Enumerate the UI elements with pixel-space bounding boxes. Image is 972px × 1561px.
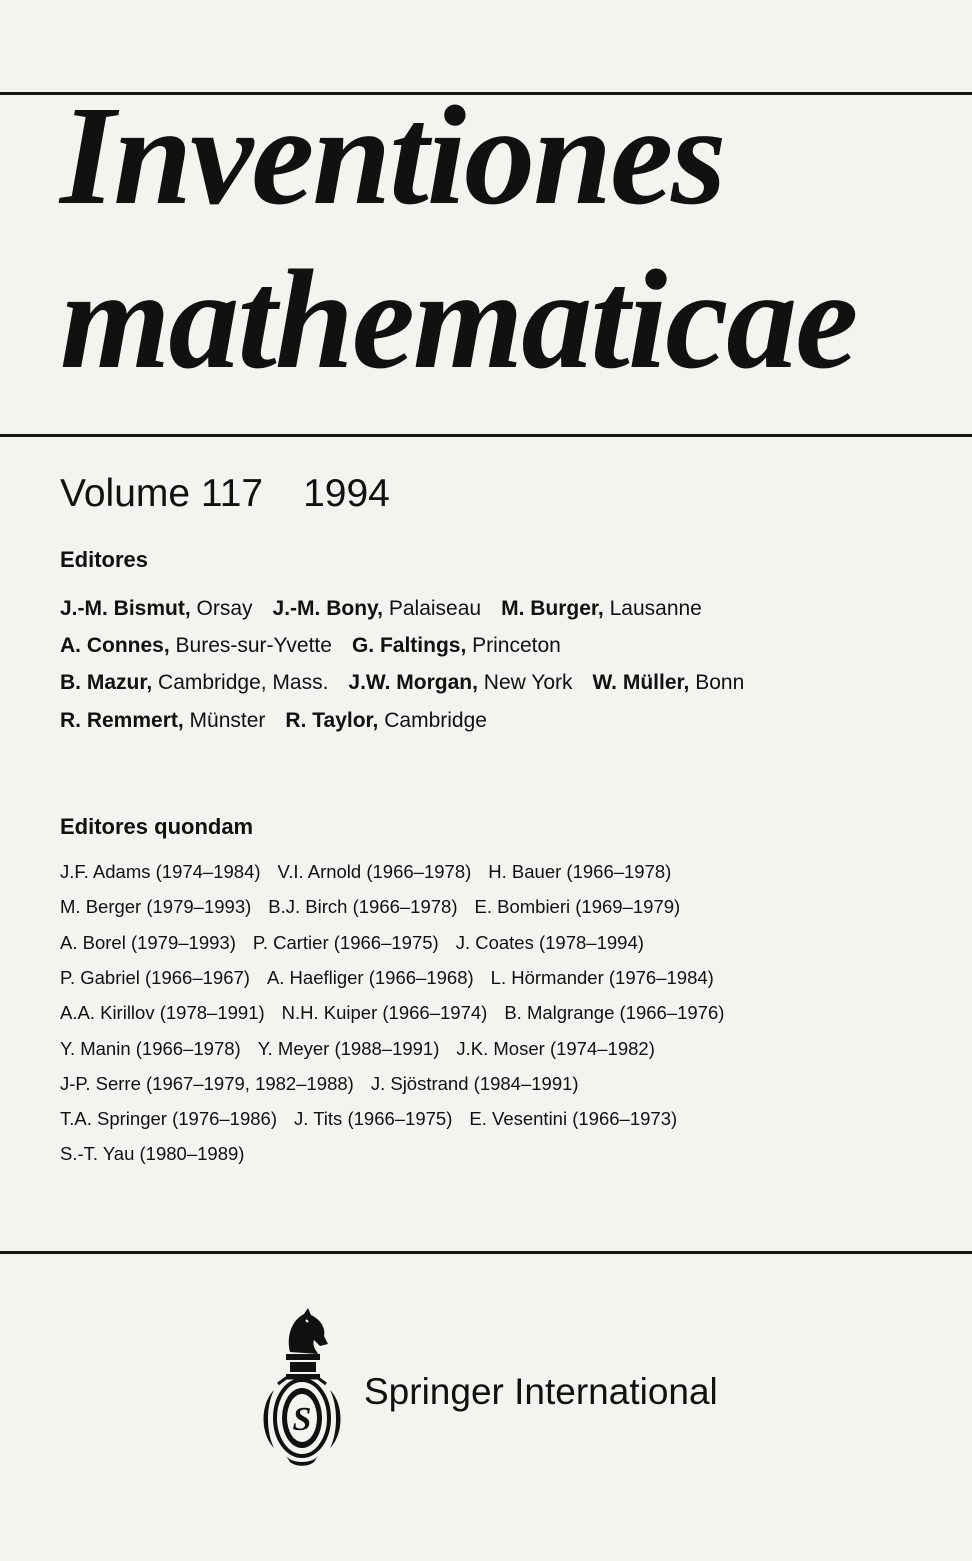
former-editor-entry: A.A. Kirillov (1978–1991): [60, 1002, 265, 1023]
former-editor-entry: J. Coates (1978–1994): [455, 932, 644, 953]
former-editors-row: [60, 1143, 261, 1165]
former-editors-row: [60, 932, 661, 954]
former-editor-entry: J.F. Adams (1974–1984): [60, 861, 261, 882]
editor-place: New York: [483, 671, 573, 694]
former-editors-row: [60, 1038, 672, 1060]
editor-name: G. Faltings,: [351, 634, 467, 657]
editor-entry: [501, 597, 702, 620]
footer-rule: [0, 1251, 972, 1254]
former-editors-row: [60, 967, 731, 989]
former-editor-entry: H. Bauer (1966–1978): [488, 861, 672, 882]
editor-entry: [60, 671, 328, 694]
editor-place: Palaiseau: [388, 597, 482, 620]
former-editor-entry: J-P. Serre (1967–1979, 1982–1988): [60, 1073, 354, 1094]
editors-heading: Editores: [60, 547, 149, 572]
former-editor-entry: P. Cartier (1966–1975): [252, 932, 439, 953]
former-editors-row: [60, 896, 697, 918]
former-editor-entry: Y. Meyer (1988–1991): [257, 1038, 440, 1059]
editor-entry: [352, 634, 561, 657]
volume-year: 1994: [303, 472, 390, 515]
former-editor-entry: P. Gabriel (1966–1967): [60, 967, 250, 988]
publisher-name: Springer International: [364, 1371, 718, 1412]
editor-entry: [273, 597, 482, 620]
editor-place: Cambridge: [384, 709, 487, 732]
journal-title-line2: mathematicae: [60, 240, 857, 398]
former-editor-entry: V.I. Arnold (1966–1978): [277, 861, 472, 882]
editors-row: [60, 709, 507, 733]
former-editor-entry: B.J. Birch (1966–1978): [268, 896, 458, 917]
editor-place: Cambridge, Mass.: [158, 671, 329, 694]
editor-place: Münster: [189, 709, 266, 732]
former-editor-entry: J. Sjöstrand (1984–1991): [370, 1073, 579, 1094]
former-editor-entry: Y. Manin (1966–1978): [60, 1038, 241, 1059]
editor-entry: [60, 597, 253, 620]
former-editor-entry: M. Berger (1979–1993): [60, 896, 252, 917]
title-bottom-rule: [0, 434, 972, 437]
editor-name: W. Müller,: [592, 671, 690, 694]
former-editor-entry: T.A. Springer (1976–1986): [60, 1108, 277, 1129]
editor-name: J.W. Morgan,: [348, 671, 478, 694]
former-editors-heading: Editores quondam: [60, 814, 254, 839]
editors-row: [60, 634, 581, 658]
editor-name: R. Taylor,: [285, 709, 379, 732]
editor-entry: [285, 709, 487, 732]
editor-place: Bonn: [695, 671, 745, 694]
former-editor-entry: A. Haefliger (1966–1968): [266, 967, 474, 988]
former-editor-entry: A. Borel (1979–1993): [60, 932, 236, 953]
former-editor-entry: N.H. Kuiper (1966–1974): [281, 1002, 488, 1023]
editor-entry: [60, 634, 332, 657]
editor-name: M. Burger,: [501, 597, 604, 620]
editor-entry: [593, 671, 745, 694]
editor-entry: [60, 709, 265, 732]
former-editor-entry: L. Hörmander (1976–1984): [490, 967, 714, 988]
editor-place: Orsay: [196, 597, 253, 620]
editor-entry: [348, 671, 572, 694]
editor-name: J.-M. Bony,: [272, 597, 383, 620]
editor-name: R. Remmert,: [60, 709, 184, 732]
svg-text:S: S: [292, 1401, 312, 1438]
former-editor-entry: S.-T. Yau (1980–1989): [60, 1143, 245, 1164]
editor-name: J.-M. Bismut,: [60, 597, 191, 620]
editors-row: [60, 671, 764, 695]
springer-logo-icon: [256, 1306, 348, 1468]
former-editors-row: [60, 1002, 741, 1024]
editor-name: B. Mazur,: [60, 671, 153, 694]
former-editors-row: [60, 1108, 694, 1130]
editor-name: A. Connes,: [60, 634, 170, 657]
former-editor-entry: J. Tits (1966–1975): [294, 1108, 453, 1129]
former-editor-entry: B. Malgrange (1966–1976): [504, 1002, 725, 1023]
journal-title-line1: Inventiones: [60, 76, 725, 234]
former-editor-entry: E. Bombieri (1969–1979): [474, 896, 681, 917]
former-editor-entry: J.K. Moser (1974–1982): [456, 1038, 655, 1059]
former-editors-row: [60, 861, 688, 883]
former-editors-row: [60, 1073, 596, 1095]
editor-place: Lausanne: [609, 597, 702, 620]
volume-number: Volume 117: [60, 472, 264, 515]
volume-line: [60, 472, 390, 516]
editor-place: Princeton: [472, 634, 561, 657]
former-editor-entry: E. Vesentini (1966–1973): [469, 1108, 678, 1129]
editor-place: Bures-sur-Yvette: [175, 634, 332, 657]
editors-row: [60, 597, 722, 621]
